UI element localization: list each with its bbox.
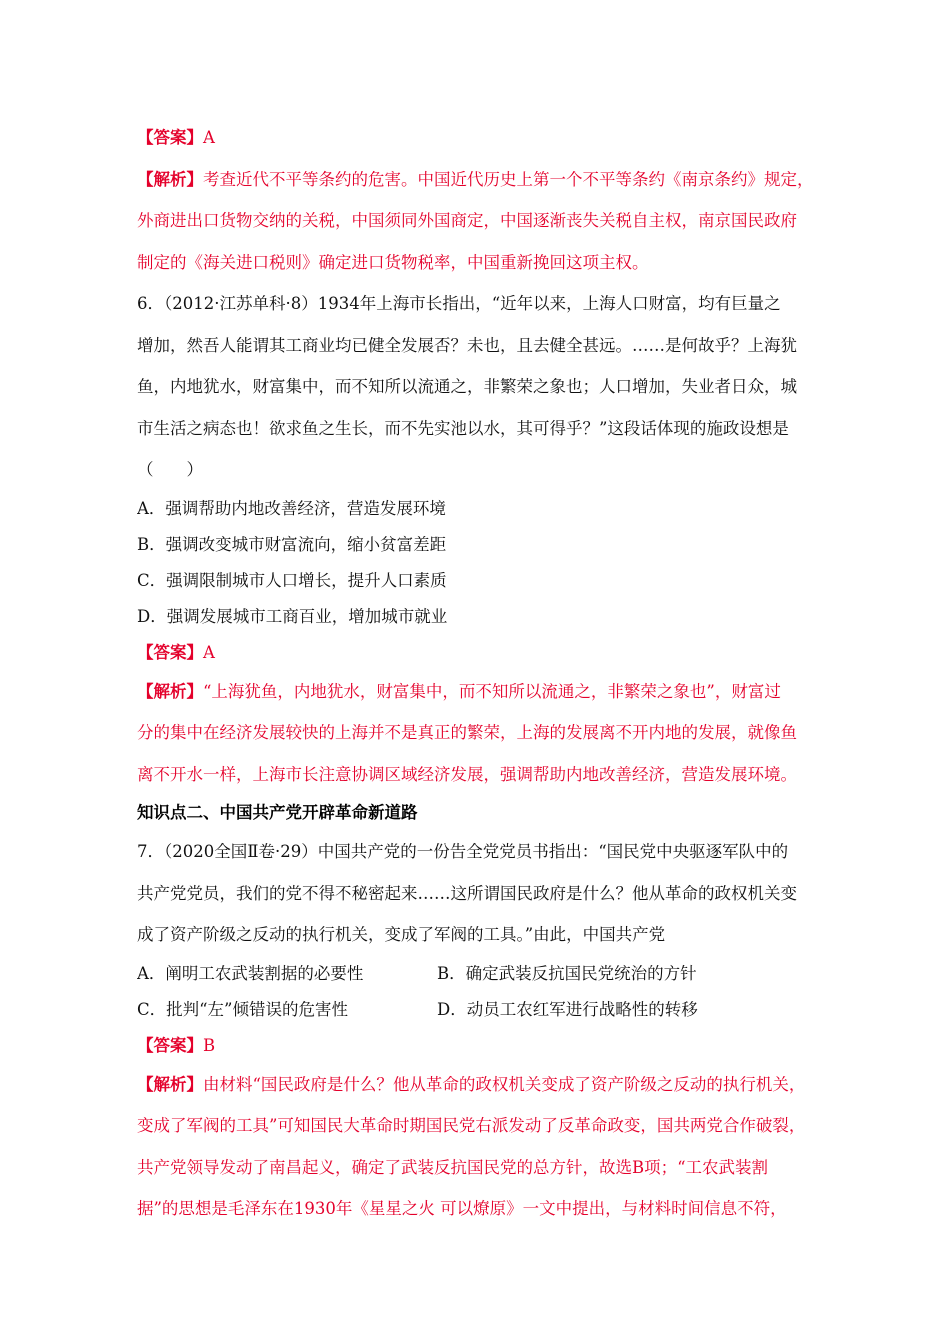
- q6-stem-line-2: 增加，然吾人能谓其工商业均已健全发展否？未也，且去健全甚远。……是何故乎？上海犹: [137, 335, 797, 355]
- q7-option-b: B．确定武装反抗国民党统治的方针: [437, 963, 697, 983]
- q7-stem-line-2: 共产党党员，我们的党不得不秘密起来……这所谓国民政府是什么？他从革命的政权机关变: [137, 883, 797, 903]
- q7-option-c: C．批判“左”倾错误的危害性: [137, 999, 348, 1019]
- q6-option-d: D．强调发展城市工商百业，增加城市就业: [137, 606, 448, 626]
- q5-analysis-line-1: [137, 159, 821, 201]
- section-title: 知识点二、中国共产党开辟革命新道路: [137, 803, 418, 822]
- q6-stem-line-3: 鱼，内地犹水，财富集中，而不知所以流通之，非繁荣之象也；人口增加，失业者日众，城: [137, 377, 797, 396]
- q7-option-a: A．阐明工农武装割据的必要性: [137, 963, 364, 983]
- analysis-tag: 【解析】: [137, 169, 203, 189]
- q6-answer: [137, 635, 821, 671]
- q6-analysis-line-1: [137, 671, 821, 713]
- q6-stem-line-5: （ ）: [137, 460, 203, 479]
- answer-tag: 【答案】: [137, 1035, 203, 1055]
- analysis-tag: 【解析】: [137, 681, 203, 701]
- analysis-text: “上海犹鱼，内地犹水，财富集中，而不知所以流通之，非繁荣之象也”，财富过: [203, 681, 781, 701]
- q6-analysis-line-3: 离不开水一样，上海市长注意协调区域经济发展，强调帮助内地改善经济，营造发展环境。: [137, 764, 797, 784]
- q7-analysis-line-3: 共产党领导发动了南昌起义，确定了武装反抗国民党的总方针，故选B项；“工农武装割: [137, 1157, 769, 1177]
- q6-option-c: C．强调限制城市人口增长，提升人口素质: [137, 570, 447, 590]
- answer-tag: 【答案】: [137, 642, 203, 662]
- q7-analysis-line-1: [137, 1064, 821, 1106]
- q7-analysis-line-2: 变成了军阀的工具”可知国民大革命时期国民党右派发动了反革命政变，国共两党合作破裂，: [137, 1116, 806, 1135]
- q6-analysis-line-2: 分的集中在经济发展较快的上海并不是真正的繁荣，上海的发展离不开内地的发展，就像鱼: [137, 723, 797, 742]
- q7-options-row-1: [137, 956, 821, 992]
- q6-stem-line-4: 市生活之病态也！欲求鱼之生长，而不先实池以水，其可得乎？”这段话体现的施政设想是: [137, 418, 789, 438]
- q7-options-row-2: [137, 992, 821, 1028]
- answer-tag: 【答案】: [137, 128, 203, 147]
- analysis-text: 考查近代不平等条约的危害。中国近代历史上第一个不平等条约《南京条约》规定，: [203, 169, 814, 189]
- answer-value: A: [203, 642, 215, 662]
- answer-value: B: [203, 1035, 216, 1055]
- analysis-tag: 【解析】: [137, 1074, 203, 1094]
- q7-analysis-line-4: 据”的思想是毛泽东在1930年《星星之火 可以燎原》一文中提出，与材料时间信息不符，: [137, 1199, 787, 1218]
- q6-stem-line-1: 6．（2012·江苏单科·8）1934年上海市长指出，“近年以来，上海人口财富，均有巨量之: [137, 294, 781, 313]
- q5-analysis-line-3: 制定的《海关进口税则》确定进口货物税率，中国重新挽回这项主权。: [137, 252, 649, 272]
- q7-option-d: D．动员工农红军进行战略性的转移: [437, 999, 698, 1019]
- answer-value: A: [203, 128, 215, 147]
- page-content: [137, 117, 821, 1230]
- q7-answer: [137, 1028, 821, 1064]
- q5-answer: [137, 117, 821, 159]
- q6-option-b: B．强调改变城市财富流向，缩小贫富差距: [137, 534, 447, 554]
- q6-option-a: A．强调帮助内地改善经济，营造发展环境: [137, 498, 446, 518]
- analysis-text: 由材料“国民政府是什么？他从革命的政权机关变成了资产阶级之反动的执行机关，: [203, 1074, 806, 1094]
- q7-stem-line-1: 7．（2020全国Ⅱ卷·29）中国共产党的一份告全党党员书指出：“国民党中央驱逐军队中的: [137, 842, 789, 861]
- q5-analysis-line-2: 外商进出口货物交纳的关税，中国须同外国商定，中国逐渐丧失关税自主权，南京国民政府: [137, 211, 797, 230]
- q7-stem-line-3: 成了资产阶级之反动的执行机关，变成了军阀的工具。”由此，中国共产党: [137, 925, 666, 944]
